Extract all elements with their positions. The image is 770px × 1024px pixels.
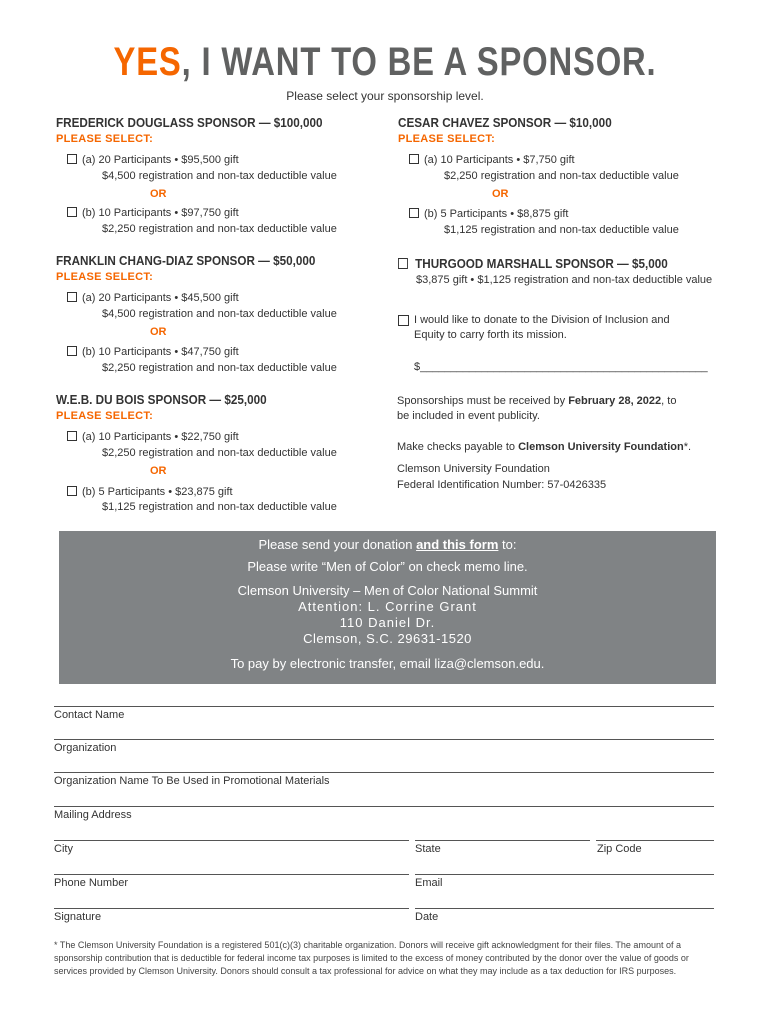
city-label: City xyxy=(54,843,73,855)
organization-label: Organization xyxy=(54,742,117,754)
douglass-option-a-detail: $4,500 registration and non-tax deductible value xyxy=(102,170,337,182)
signature-line[interactable] xyxy=(54,908,409,909)
dubois-option-a[interactable] xyxy=(67,431,239,443)
douglass-option-b-detail: $2,250 registration and non-tax deductible value xyxy=(102,223,337,235)
send-post: to: xyxy=(498,537,517,552)
deadline-post: , to be included in event publicity. xyxy=(397,395,677,422)
chavez-please-select: PLEASE SELECT: xyxy=(398,133,496,145)
memo-line: Please write “Men of Color” on check memo line. xyxy=(247,559,528,574)
organization-line[interactable] xyxy=(54,739,714,740)
phone-label: Phone Number xyxy=(54,877,128,889)
chavez-option-a[interactable] xyxy=(409,154,575,166)
dubois-option-b[interactable] xyxy=(67,486,233,498)
douglass-title: FREDERICK DOUGLASS SPONSOR — $100,000 xyxy=(56,115,323,130)
chang-diaz-please-select: PLEASE SELECT: xyxy=(56,271,154,283)
mailing-address-label: Mailing Address xyxy=(54,809,132,821)
dubois-or: OR xyxy=(150,465,167,477)
douglass-option-a[interactable] xyxy=(67,154,239,166)
title-yes: YES xyxy=(113,40,182,84)
address-line-2: Attention: L. Corrine Grant xyxy=(298,599,477,614)
chavez-option-b[interactable] xyxy=(409,208,568,220)
checkbox[interactable] xyxy=(67,486,77,496)
contact-name-line[interactable] xyxy=(54,706,714,707)
page-title xyxy=(69,40,700,85)
donate-option[interactable] xyxy=(398,313,698,343)
email-label: Email xyxy=(415,877,443,889)
checkbox[interactable] xyxy=(67,292,77,302)
dubois-please-select: PLEASE SELECT: xyxy=(56,410,154,422)
marshall-option[interactable] xyxy=(398,256,668,271)
contact-name-label: Contact Name xyxy=(54,709,125,721)
city-line[interactable] xyxy=(54,840,409,841)
send-line xyxy=(59,537,716,552)
org-promo-line[interactable] xyxy=(54,772,714,773)
send-pre: Please send your donation xyxy=(258,537,417,552)
phone-line[interactable] xyxy=(54,874,409,875)
douglass-please-select: PLEASE SELECT: xyxy=(56,133,154,145)
dubois-option-a-detail: $2,250 registration and non-tax deductible value xyxy=(102,447,337,459)
checkbox[interactable] xyxy=(398,315,409,326)
donate-text: I would like to donate to the Division of Inclusion and Equity to carry forth its mission. xyxy=(414,314,670,341)
checkbox[interactable] xyxy=(67,154,77,164)
checks-pre: Make checks payable to xyxy=(397,441,519,453)
checkbox[interactable] xyxy=(67,431,77,441)
checks-post: *. xyxy=(683,441,692,453)
address-line-1: Clemson University – Men of Color National Summit xyxy=(237,583,538,598)
signature-label: Signature xyxy=(54,911,102,923)
electronic-transfer-line: To pay by electronic transfer, email liza@clemson.edu. xyxy=(230,656,545,671)
state-line[interactable] xyxy=(415,840,590,841)
dubois-option-b-detail: $1,125 registration and non-tax deductible value xyxy=(102,501,337,513)
org-promo-label: Organization Name To Be Used in Promotional Materials xyxy=(54,775,330,787)
donate-amount-field[interactable]: $_______________________________________________ xyxy=(414,361,708,373)
dubois-title: W.E.B. DU BOIS SPONSOR — $25,000 xyxy=(56,392,267,407)
chang-diaz-option-a[interactable] xyxy=(67,292,239,304)
title-rest: , I WANT TO BE A SPONSOR. xyxy=(181,40,657,84)
deadline-text xyxy=(397,394,687,424)
date-label: Date xyxy=(415,911,439,923)
option-label: (b) 10 Participants • $97,750 gift xyxy=(82,207,239,219)
option-label: (b) 5 Participants • $23,875 gift xyxy=(82,486,233,498)
chang-diaz-option-a-detail: $4,500 registration and non-tax deductible value xyxy=(102,308,337,320)
email-line[interactable] xyxy=(415,874,714,875)
deadline-date: February 28, 2022 xyxy=(568,395,662,407)
chavez-option-b-detail: $1,125 registration and non-tax deductible value xyxy=(444,224,679,236)
douglass-or: OR xyxy=(150,188,167,200)
chavez-or: OR xyxy=(492,188,509,200)
zip-line[interactable] xyxy=(596,840,714,841)
deadline-pre: Sponsorships must be received by xyxy=(397,395,569,407)
chang-diaz-option-b[interactable] xyxy=(67,346,239,358)
address-line-4: Clemson, S.C. 29631-1520 xyxy=(303,631,472,646)
checkbox[interactable] xyxy=(409,154,419,164)
chang-diaz-title: FRANKLIN CHANG-DIAZ SPONSOR — $50,000 xyxy=(56,253,316,268)
chavez-option-a-detail: $2,250 registration and non-tax deductible value xyxy=(444,170,679,182)
chang-diaz-option-b-detail: $2,250 registration and non-tax deductible value xyxy=(102,362,337,374)
mailing-instructions-box xyxy=(59,531,716,684)
option-label: (b) 10 Participants • $47,750 gift xyxy=(82,346,239,358)
option-label: (a) 10 Participants • $22,750 gift xyxy=(82,431,239,443)
send-emphasis: and this form xyxy=(416,537,499,552)
option-label: (b) 5 Participants • $8,875 gift xyxy=(424,208,569,220)
foundation-name: Clemson University Foundation xyxy=(397,463,550,475)
option-label: (a) 20 Participants • $45,500 gift xyxy=(82,292,239,304)
footnote: * The Clemson University Foundation is a registered 501(c)(3) charitable organization. Donors will receive gift acknowledgment for their files. The amount of a sponsorship contribution that is deductible for federal income tax purposes is limited to the excess of money contributed by the donor over the value of goods or services provided by Clemson University. Donors should consult a tax professional for advice on what they may include as a tax deduction for IRS purposes. xyxy=(54,940,689,976)
checkbox[interactable] xyxy=(67,346,77,356)
address-line-3: 110 Daniel Dr. xyxy=(339,615,436,630)
marshall-title: THURGOOD MARSHALL SPONSOR — $5,000 xyxy=(415,256,668,271)
chavez-title: CESAR CHAVEZ SPONSOR — $10,000 xyxy=(398,115,612,130)
checkbox[interactable] xyxy=(398,258,408,269)
checkbox[interactable] xyxy=(67,207,77,217)
state-label: State xyxy=(415,843,441,855)
checks-org: Clemson University Foundation xyxy=(518,441,684,453)
zip-label: Zip Code xyxy=(597,843,642,855)
option-label: (a) 20 Participants • $95,500 gift xyxy=(82,154,239,166)
marshall-detail: $3,875 gift • $1,125 registration and non-tax deductible value xyxy=(416,274,713,286)
douglass-option-b[interactable] xyxy=(67,207,239,219)
page-subtitle: Please select your sponsorship level. xyxy=(286,89,484,103)
option-label: (a) 10 Participants • $7,750 gift xyxy=(424,154,575,166)
date-line[interactable] xyxy=(415,908,714,909)
federal-id: Federal Identification Number: 57-0426335 xyxy=(397,479,607,491)
checkbox[interactable] xyxy=(409,208,419,218)
chang-diaz-or: OR xyxy=(150,326,167,338)
checks-text xyxy=(397,440,697,455)
mailing-address-line[interactable] xyxy=(54,806,714,807)
